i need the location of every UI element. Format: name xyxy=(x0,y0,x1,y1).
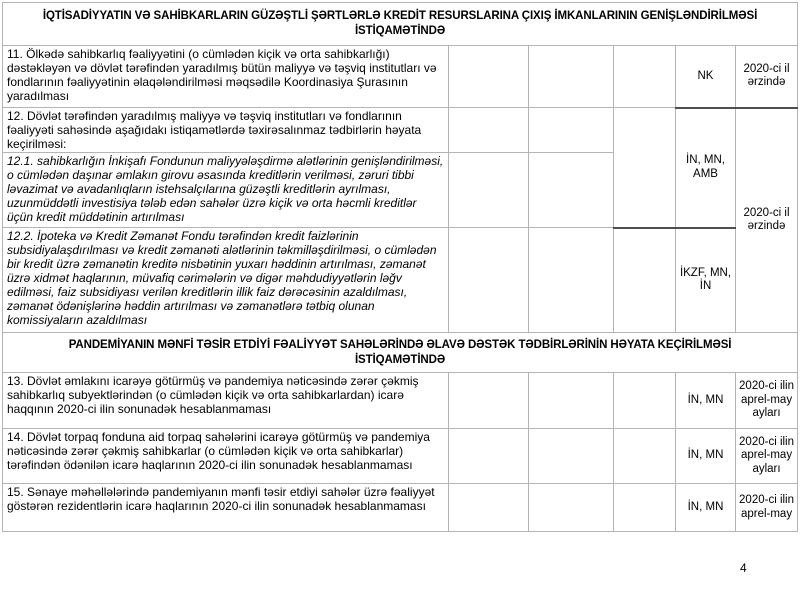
table-row xyxy=(3,484,798,532)
table-row xyxy=(3,429,798,484)
measure-cell-15: 15. Sənaye məhəllələrində pandemiyanın mənfi təsir etdiyi sahələr üzrə fəaliyyət göstərən rezidentlərin icarə haqlarının 2020-ci ilin sonunadək hesablanmaması xyxy=(3,484,449,532)
timeframe-cell-15: 2020-ci ilin aprel-may xyxy=(736,484,798,532)
table-row xyxy=(3,228,798,333)
measures-table xyxy=(2,2,798,532)
section-2-title: PANDEMİYANIN MƏNFİ TƏSİR ETDİYİ FƏALİYYƏT SAHƏLƏRİNDƏ ƏLAVƏ DƏSTƏK TƏDBİRLƏRİNİN HƏYATA KEÇİRİLMƏSİ İSTİQAMƏTİNDƏ xyxy=(3,333,798,373)
empty-cell xyxy=(449,429,529,484)
measure-cell-14: 14. Dövlət torpaq fonduna aid torpaq sahələrini icarəyə götürmüş və pandemiya nəticəsində zərər çəkmiş sahibkarlar (o cümlədən kiçik və orta sahibkarlar) tərəfindən ödənilən icarə haqlarının 2020-ci ilin sonunadək hesablanmaması xyxy=(3,429,449,484)
empty-cell xyxy=(529,373,614,429)
timeframe-cell-14: 2020-ci ilin aprel-may ayları xyxy=(736,429,798,484)
executor-cell-15: İN, MN xyxy=(676,484,736,532)
executor-cell-11: NK xyxy=(676,46,736,108)
empty-cell xyxy=(449,373,529,429)
empty-cell xyxy=(529,46,614,108)
executor-cell-14: İN, MN xyxy=(676,429,736,484)
timeframe-cell-12: 2020-ci il ərzində xyxy=(736,108,798,333)
empty-cell xyxy=(614,228,676,333)
empty-cell xyxy=(449,153,529,228)
empty-cell xyxy=(529,108,614,153)
empty-cell xyxy=(449,484,529,532)
measure-cell-13: 13. Dövlət əmlakını icarəyə götürmüş və pandemiya nəticəsində zərər çəkmiş sahibkarlıq subyektlərindən (o cümlədən kiçik və orta sahibkarlardan) icarə haqqının 2020-ci ilin sonunadək hesablanmaması xyxy=(3,373,449,429)
measure-cell-11: 11. Ölkədə sahibkarlıq fəaliyyətini (o cümlədən kiçik və orta sahibkarlığı) dəstəkləyən və dövlət tərəfindən yaradılmış bütün maliyyə və təşviq institutları və fondlarının fəaliyyətinin əlaqələndirilməsi məqsədilə Koordinasiya Şurasının yaradılması xyxy=(3,46,449,108)
empty-cell xyxy=(614,108,676,228)
empty-cell xyxy=(529,484,614,532)
empty-cell xyxy=(614,373,676,429)
empty-cell xyxy=(614,484,676,532)
table-row xyxy=(3,46,798,108)
empty-cell xyxy=(614,46,676,108)
measure-cell-12-1: 12.1. sahibkarlığın İnkişafı Fondunun maliyyələşdirmə alətlərinin genişləndirilməsi, o cümlədən daşınar əmlakın girovu əsasında kreditlərin verilməsi, zəruri tibbi ləvazimat və avadanlıqların istehsalçılarına güzəştli kreditlərin ayrılması, uzunmüddətli investisiya tələb edən sahələr üzrə kiçik və orta həcmli kreditlər üçün kredit müddətinin artırılması xyxy=(3,153,449,228)
empty-cell xyxy=(529,228,614,333)
empty-cell xyxy=(614,429,676,484)
empty-cell xyxy=(449,46,529,108)
executor-cell-12-2: İKZF, MN, İN xyxy=(676,228,736,333)
empty-cell xyxy=(449,108,529,153)
executor-cell-12: İN, MN, AMB xyxy=(676,108,736,228)
table-row xyxy=(3,108,798,153)
empty-cell xyxy=(529,153,614,228)
empty-cell xyxy=(449,228,529,333)
page-number: 4 xyxy=(740,561,747,575)
section-1-title: İQTİSADİYYATIN VƏ SAHİBKARLARIN GÜZƏŞTLİ ŞƏRTLƏRLƏ KREDİT RESURSLARINA ÇIXIŞ İMKANLARININ GENİŞLƏNDİRİLMƏSİ İSTİQAMƏTİNDƏ xyxy=(3,3,798,46)
timeframe-cell-13: 2020-ci ilin aprel-may ayları xyxy=(736,373,798,429)
measure-cell-12: 12. Dövlət tərəfindən yaradılmış maliyyə və təşviq institutları və fondlarının fəaliyyəti sahəsində aşağıdakı istiqamətlərdə təxirəsalınmaz tədbirlərin həyata keçirilməsi: xyxy=(3,108,449,153)
empty-cell xyxy=(529,429,614,484)
measure-cell-12-2: 12.2. İpoteka və Kredit Zəmanət Fondu tərəfindən kredit faizlərinin subsidiyalaşdırılması və kredit zəmanəti alətlərinin təkmilləşdirilməsi, o cümlədən bir kredit üzrə zəmanətin kreditə nisbətinin yuxarı həddinin artırılması, zəmanət üzrə xidmət haqlarının, müvafiq cərimələrin və digər məhdudiyyətlərin ləğv edilməsi, faiz subsidiyası verilən kreditlərin illik faiz dərəcəsinin azaldılması, zəmanət ödənişlərinə həddin artırılması və zəmanətlərə tətbiq olunan komissiyaların azaldılması xyxy=(3,228,449,333)
executor-cell-13: İN, MN xyxy=(676,373,736,429)
table-row xyxy=(3,373,798,429)
timeframe-cell-11: 2020-ci il ərzində xyxy=(736,46,798,108)
